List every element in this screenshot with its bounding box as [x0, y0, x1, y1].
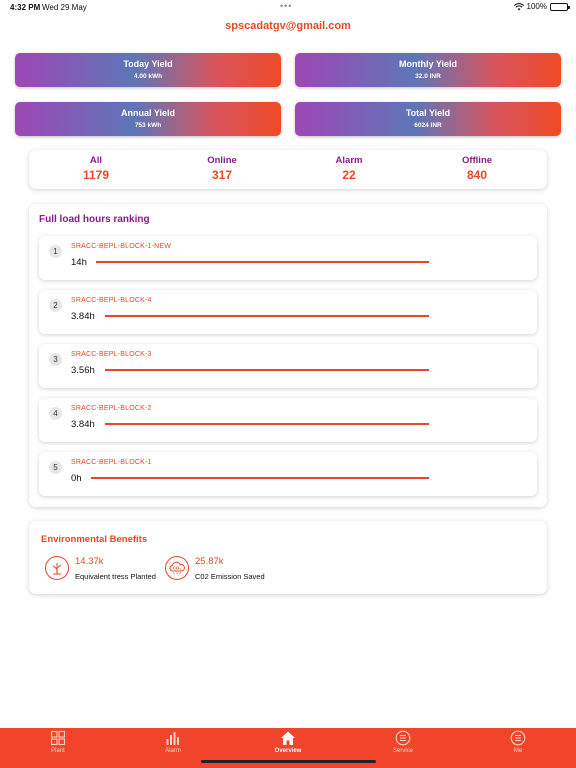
- total-yield-card[interactable]: [295, 102, 561, 136]
- rank-hours: 0h: [71, 473, 82, 484]
- stat-alarm[interactable]: [309, 155, 389, 182]
- monthly-yield-value: 32.0 INR: [415, 73, 441, 80]
- monthly-yield-title: Monthly Yield: [398, 59, 457, 69]
- rank-plant-name: SRACC-BEPL-BLOCK-3: [71, 351, 152, 358]
- monthly-yield-card[interactable]: [295, 53, 561, 87]
- tab-overview-label: Overview: [274, 748, 302, 754]
- rank-number: 2: [49, 299, 62, 312]
- today-yield-title: Today Yield: [123, 59, 173, 69]
- stat-online-value: 317: [211, 168, 233, 182]
- environmental-benefits-card: [29, 521, 547, 594]
- tab-service[interactable]: [363, 730, 443, 754]
- tab-me[interactable]: [478, 730, 558, 754]
- annual-yield-title: Annual Yield: [120, 108, 175, 118]
- ranking-item[interactable]: [39, 290, 537, 334]
- rank-number: 4: [49, 407, 62, 420]
- co2-value: 25.87k: [195, 556, 224, 567]
- ranking-item[interactable]: [39, 344, 537, 388]
- env-title: Environmental Benefits: [41, 534, 148, 545]
- list-circle-icon: [510, 730, 526, 746]
- trees-value: 14.37k: [75, 556, 104, 567]
- total-yield-title: Total Yield: [405, 108, 451, 118]
- co2-label: C02 Emission Saved: [195, 572, 265, 581]
- status-bar: [0, 0, 576, 14]
- stat-all[interactable]: [56, 155, 136, 182]
- rank-progress-bar: [91, 477, 429, 479]
- tab-alarm[interactable]: [133, 730, 213, 754]
- rank-hours: 14h: [71, 257, 87, 268]
- rank-plant-name: SRACC-BEPL-BLOCK-1: [71, 459, 152, 466]
- home-icon: [280, 730, 296, 746]
- bar-chart-icon: [165, 730, 181, 746]
- rank-plant-name: SRACC-BEPL-BLOCK-4: [71, 297, 152, 304]
- ranking-item[interactable]: [39, 398, 537, 442]
- ranking-title: Full load hours ranking: [39, 214, 150, 225]
- ranking-item[interactable]: [39, 236, 537, 280]
- total-yield-value: 6024 INR: [414, 122, 442, 129]
- ranking-item[interactable]: [39, 452, 537, 496]
- tree-icon: [45, 556, 69, 580]
- battery-icon: [550, 3, 568, 11]
- battery-percent: 100%: [526, 2, 547, 11]
- rank-number: 5: [49, 461, 62, 474]
- rank-hours: 3.84h: [71, 419, 95, 430]
- rank-progress-bar: [105, 369, 429, 371]
- co2-icon-text: CO₂: [172, 565, 182, 571]
- stat-offline[interactable]: [437, 155, 517, 182]
- rank-number: 1: [49, 245, 62, 258]
- stat-offline-value: 840: [466, 168, 488, 182]
- co2-cloud-icon: [165, 556, 189, 580]
- stat-alarm-label: Alarm: [335, 155, 363, 166]
- stat-online[interactable]: [182, 155, 262, 182]
- rank-plant-name: SRACC-BEPL-BLOCK-2: [71, 405, 152, 412]
- rank-progress-bar: [105, 315, 429, 317]
- status-date: Wed 29 May: [42, 3, 87, 12]
- multitasking-dots-icon[interactable]: •••: [280, 1, 293, 11]
- grid-icon: [50, 730, 66, 746]
- rank-number: 3: [49, 353, 62, 366]
- status-time: 4:32 PM: [10, 3, 41, 12]
- stat-offline-label: Offline: [461, 155, 493, 166]
- tab-plant[interactable]: [18, 730, 98, 754]
- wifi-icon: [514, 3, 524, 11]
- annual-yield-card[interactable]: [15, 102, 281, 136]
- plant-status-card: [29, 150, 547, 189]
- rank-plant-name: SRACC-BEPL-BLOCK-1-NEW: [71, 243, 172, 250]
- rank-progress-bar: [105, 423, 429, 425]
- home-indicator[interactable]: [201, 760, 376, 763]
- stat-all-label: All: [89, 155, 103, 166]
- tab-alarm-label: Alarm: [165, 748, 181, 754]
- stat-alarm-value: 22: [342, 168, 356, 182]
- status-right: [514, 2, 568, 11]
- tab-overview[interactable]: [248, 730, 328, 754]
- tab-me-label: Me: [513, 748, 523, 754]
- full-load-ranking-card: [29, 204, 547, 507]
- rank-hours: 3.84h: [71, 311, 95, 322]
- stat-all-value: 1179: [82, 168, 110, 182]
- annual-yield-value: 753 kWh: [134, 122, 162, 129]
- rank-hours: 3.56h: [71, 365, 95, 376]
- tab-plant-label: Plant: [51, 748, 65, 754]
- rank-progress-bar: [96, 261, 429, 263]
- stat-online-label: Online: [207, 155, 237, 166]
- list-circle-icon: [395, 730, 411, 746]
- tab-service-label: Service: [392, 748, 413, 754]
- trees-label: Equivalent tress Planted: [75, 572, 156, 581]
- today-yield-card[interactable]: [15, 53, 281, 87]
- account-email: spscadatgv@gmail.com: [225, 20, 351, 32]
- today-yield-value: 4.00 kWh: [133, 73, 163, 80]
